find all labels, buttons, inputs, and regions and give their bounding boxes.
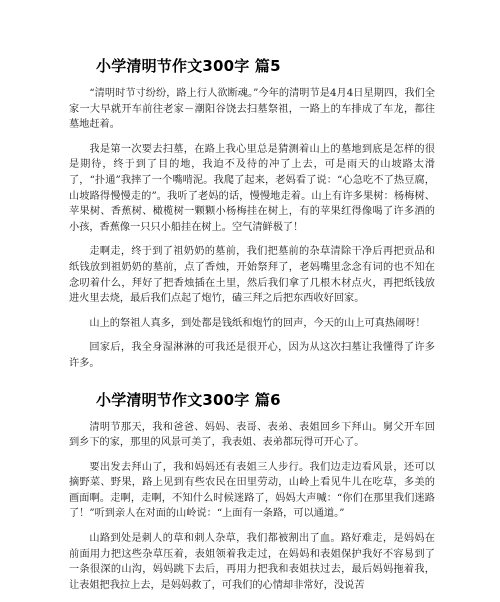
article-paragraph: 我是第一次要去扫墓，在路上我心里总是猜测着山上的墓地到底是怎样的很是期待，终于到了目的地，我迫不及待的冲了上去，可是雨天的山坡路太滑了，“扑通”我摔了一个嘴啃泥。我爬了起来，老妈看了说：“心急吃不了热豆腐，山坡路得慢慢走的”。我听了老妈的话，慢慢地走着。山上有许多果树：杨梅树、苹果树、香蕉树、橄榄树一颗颗小杨梅挂在树上，有的苹果红得像喝了许多酒的小孩，香蕉像一只只小船挂在树上。空气清鲜极了！ — [69, 143, 435, 233]
article-paragraph: “清明时节寸纷纷，路上行人欲断魂。”今年的清明节是4月4日星期四，我们全家一大早就开车前往老家－潮阳谷饶去扫墓祭祖，一路上的车排成了车龙，都往墓地赶着。 — [69, 88, 435, 131]
article-paragraph: 山路到处是刺人的草和刺人杂草，我们都被割出了血。路好难走，是妈妈在前面用力把这些杂草压着，表姐领着我走过，在妈妈和表姐保护我好不容易到了一条很深的山沟，妈妈跳下去后，再用力把我和表姐扶过去，最后妈妈拖着我，让表姐把我拉上去，是妈妈救了，可我们的心情却非常好，没说苦 — [69, 533, 435, 591]
article-title: 小学清明节作文300字 篇5 — [96, 57, 281, 75]
article-paragraph: 山上的祭祖人真多，到处都是钱纸和炮竹的回声，今天的山上可真热闹呀！ — [89, 317, 426, 329]
article-section-6 — [69, 390, 435, 594]
article-paragraph: 清明节那天，我和爸爸、妈妈、表哥、表弟、表姐回乡下拜山。舅父开车回到乡下的家，那里的风景可美了，我表姐、表弟都玩得可开心了。 — [69, 421, 435, 449]
article-title: 小学清明节作文300字 篇6 — [96, 390, 281, 409]
article-section-5 — [69, 56, 435, 372]
article-paragraph: 要出发去拜山了，我和妈妈还有表姐三人步行。我们边走边看风景，还可以摘野菜、野果，路上见到有些农民在田里劳动，山岭上看见牛儿在吃草，多美的画面啊。走啊，走啊，不知什么时候迷路了，妈妈大声喊：“你们在那里我们迷路了！”听到亲人在对面的山岭说：“上面有一条路，可以通道。” — [69, 461, 435, 520]
article-paragraph: 回家后，我全身湿淋淋的可我还是很开心，因为从这次扫墓让我懂得了许多许多。 — [69, 342, 435, 369]
document-content — [69, 56, 435, 602]
article-paragraph: 走啊走，终于到了祖奶奶的墓前，我们把墓前的杂草清除干净后再把贡品和纸钱放到祖奶奶的墓前，点了香烛，开始祭拜了，老妈嘴里念念有词的也不知在念叨着什么，拜好了把香烛插在土里，然后我们拿了几根木材点火，再把纸钱放进火里去烧，最后我们点起了炮竹，磕三拜之后把东西收好回家。 — [69, 246, 435, 305]
